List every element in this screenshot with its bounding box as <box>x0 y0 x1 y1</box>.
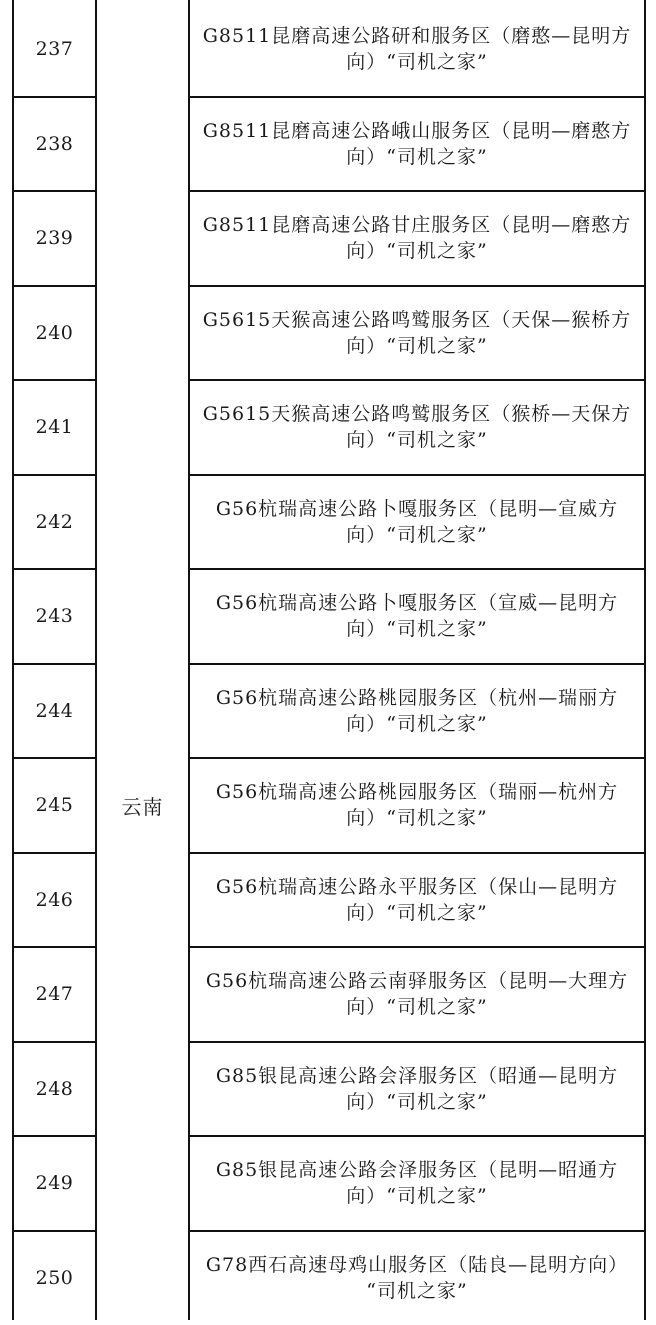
table-row <box>0 1136 656 1230</box>
service-area-name <box>192 947 642 1041</box>
table-row <box>0 191 656 285</box>
row-number: 250 <box>35 1266 74 1289</box>
row-number: 247 <box>35 983 74 1005</box>
service-area-name-line2: 向）“司机之家” <box>346 429 488 451</box>
service-area-name-line1: G78西石高速母鸡山服务区（陆良—昆明方向） <box>205 1253 629 1276</box>
table-row <box>0 475 656 569</box>
row-number: 245 <box>35 794 74 816</box>
service-area-name <box>192 97 642 191</box>
row-number: 242 <box>35 510 74 533</box>
service-area-name-line1: G8511昆磨高速公路峨山服务区（昆明—磨憨方 <box>202 119 632 142</box>
table-row <box>0 286 656 380</box>
service-area-name-line1: G56杭瑞高速公路桃园服务区（瑞丽—杭州方 <box>215 781 619 803</box>
service-area-name-line1: G5615天猴高速公路鸣鹫服务区（天保—猴桥方 <box>202 308 632 331</box>
service-area-name-line1: G85银昆高速公路会泽服务区（昭通—昆明方 <box>215 1064 619 1087</box>
service-area-name-line2: 向）“司机之家” <box>346 996 488 1018</box>
table-row <box>0 380 656 474</box>
service-area-name <box>192 1231 642 1325</box>
service-area-name-line2: 向）“司机之家” <box>346 1090 488 1113</box>
service-area-name-line1: G56杭瑞高速公路桃园服务区（杭州—瑞丽方 <box>215 686 619 709</box>
service-area-name-line1: G56杭瑞高速公路卜嘎服务区（宣威—昆明方 <box>215 592 619 614</box>
service-area-name-line1: G56杭瑞高速公路卜嘎服务区（昆明—宣威方 <box>215 497 619 520</box>
service-area-name <box>192 853 642 947</box>
service-area-name-line2: 向）“司机之家” <box>346 807 488 829</box>
row-number: 241 <box>35 416 74 438</box>
row-number: 246 <box>35 888 74 911</box>
row-number: 239 <box>35 227 74 249</box>
service-area-name-line1: G56杭瑞高速公路云南驿服务区（昆明—大理方 <box>205 970 629 992</box>
service-area-name <box>192 1136 642 1230</box>
service-area-name <box>192 758 642 852</box>
service-area-name-line1: G8511昆磨高速公路研和服务区（磨憨—昆明方 <box>202 25 632 47</box>
service-area-name <box>192 286 642 380</box>
service-area-name-line2: 向）“司机之家” <box>346 901 488 924</box>
service-area-name <box>192 664 642 758</box>
service-area-name <box>192 1042 642 1136</box>
service-area-name-line1: G5615天猴高速公路鸣鹫服务区（猴桥—天保方 <box>202 403 632 425</box>
service-area-name-line2: “司机之家” <box>366 1279 468 1302</box>
table-row <box>0 1231 656 1325</box>
service-area-name-line1: G85银昆高速公路会泽服务区（昆明—昭通方 <box>215 1159 619 1181</box>
service-area-name-line2: 向）“司机之家” <box>346 51 488 73</box>
table-row <box>0 569 656 663</box>
row-number: 244 <box>35 699 74 722</box>
table-row <box>0 97 656 191</box>
service-area-name <box>192 191 642 285</box>
service-area-name-line2: 向）“司机之家” <box>346 1185 488 1207</box>
service-area-name-line2: 向）“司机之家” <box>346 618 488 640</box>
service-area-name-line2: 向）“司机之家” <box>346 523 488 546</box>
service-area-name <box>192 475 642 569</box>
service-area-name <box>192 2 642 96</box>
table-row <box>0 1042 656 1136</box>
row-number: 237 <box>35 38 74 60</box>
province-cell: 云南 <box>121 794 164 819</box>
row-number: 249 <box>35 1172 74 1194</box>
service-area-name <box>192 380 642 474</box>
service-area-name <box>192 569 642 663</box>
service-area-name-line1: G56杭瑞高速公路永平服务区（保山—昆明方 <box>215 875 619 898</box>
service-area-name-line1: G8511昆磨高速公路甘庄服务区（昆明—磨憨方 <box>202 214 632 236</box>
table-row <box>0 2 656 96</box>
row-number: 243 <box>35 605 74 627</box>
row-number: 248 <box>35 1077 74 1100</box>
service-area-name-line2: 向）“司机之家” <box>346 145 488 168</box>
service-area-name-line2: 向）“司机之家” <box>346 334 488 357</box>
service-area-name-line2: 向）“司机之家” <box>346 712 488 735</box>
row-number: 238 <box>35 132 74 155</box>
row-number: 240 <box>35 321 74 344</box>
table-row <box>0 947 656 1041</box>
service-area-name-line2: 向）“司机之家” <box>346 240 488 262</box>
